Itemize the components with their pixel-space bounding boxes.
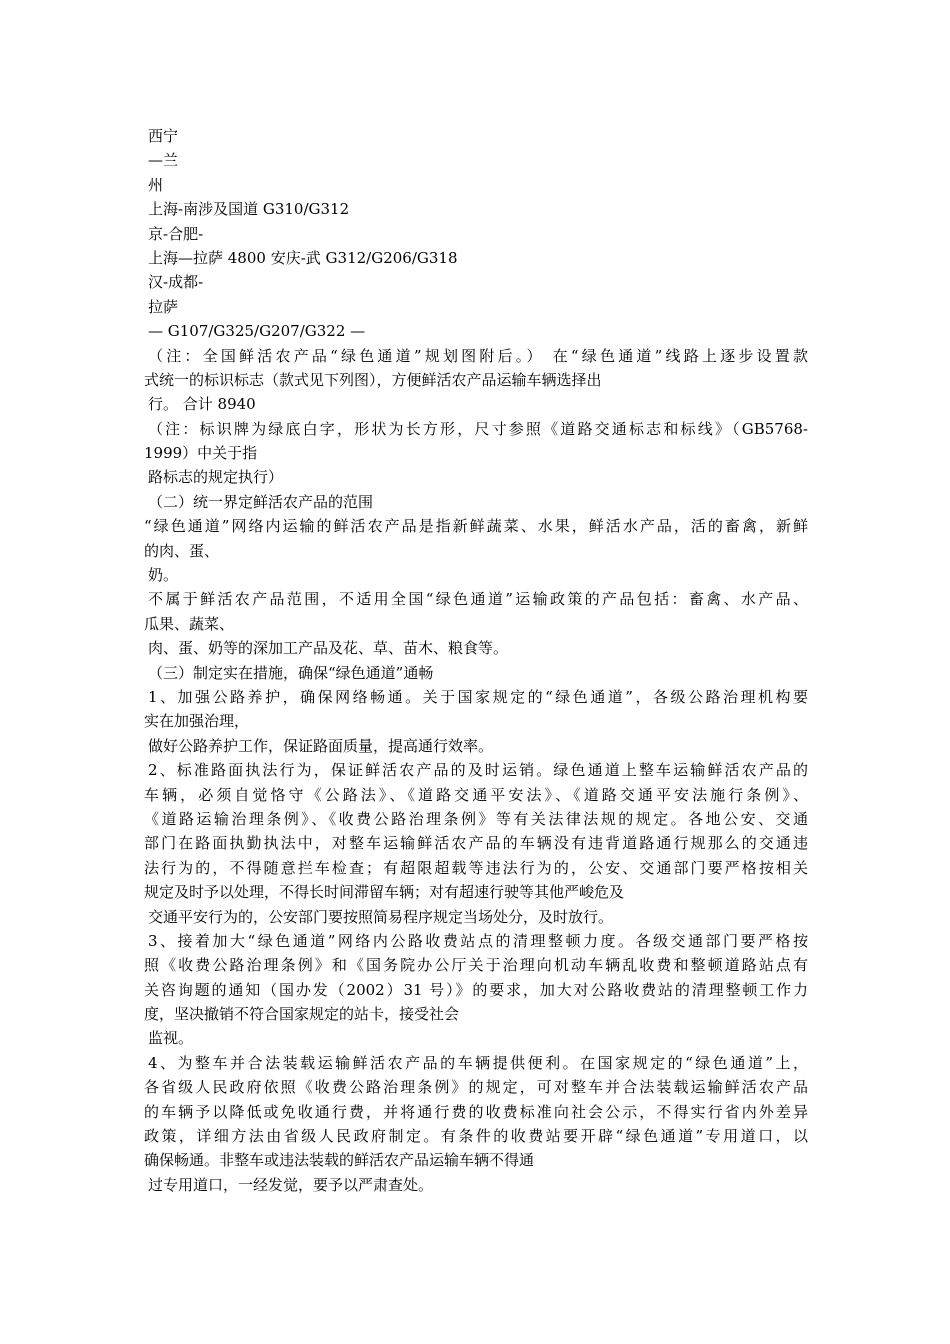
text-line: 各省级人民政府依照《收费公路治理条例》的规定，可对整车并合法装载运输鲜活农产品 [144, 1078, 808, 1097]
text-line: 瓜果、蔬菜、 [144, 614, 235, 633]
text-line: “绿色通道”网络内运输的鲜活农产品是指新鲜蔬菜、水果，鲜活水产品，活的畜禽，新鲜 [144, 517, 808, 536]
text-line: 车辆，必须自觉恪守《公路法》、《道路交通平安法》、《道路交通平安法施行条例》、 [144, 785, 808, 804]
text-line: 2、标准路面执法行为，保证鲜活农产品的及时运销。绿色通道上整车运输鲜活农产品的 [148, 761, 808, 780]
text-line: 交通平安行为的，公安部门要按照简易程序规定当场处分，及时放行。 [148, 907, 614, 926]
text-line: 不属于鲜活农产品范围，不适用全国“绿色通道”运输政策的产品包括：畜禽、水产品、 [148, 590, 808, 609]
text-line: 的车辆予以降低或免收通行费，并将通行费的收费标准向社会公示，不得实行省内外差异 [144, 1102, 808, 1121]
text-line: 1999）中关于指 [144, 444, 258, 463]
text-line: 西宁 [148, 127, 179, 145]
text-line: 1、加强公路养护，确保网络畅通。关于国家规定的“绿色通道”，各级公路治理机构要 [148, 687, 808, 706]
text-line: （注：标识牌为绿底白字，形状为长方形，尺寸参照《道路交通标志和标线》（GB5768- [148, 419, 808, 438]
text-line: 州 [148, 175, 164, 194]
text-line: 行。 合计 8940 [148, 395, 256, 414]
text-line: 关咨询题的通知（国办发（2002）31 号）》的要求，加大对公路收费站的清理整顿工作力 [144, 980, 808, 999]
section-heading: （三）制定实在措施，确保“绿色通道”通畅 [148, 663, 434, 682]
text-line: 上海—拉萨 4800 安庆-武 G312/G206/G318 [148, 248, 458, 267]
text-line: 4、为整车并合法装载运输鲜活农产品的车辆提供便利。在国家规定的“绿色通道”上， [148, 1053, 808, 1072]
text-line: 规定及时予以处理，不得长时间滞留车辆；对有超速行驶等其他严峻危及 [144, 883, 625, 902]
text-line: 奶。 [148, 566, 179, 585]
text-line: 京-合肥- [148, 224, 204, 243]
text-line: 过专用道口，一经发觉，要予以严肃查处。 [148, 1175, 434, 1194]
text-line: 部门在路面执勤执法中，对整车运输鲜活农产品的车辆没有违背道路通行规那么的交通违 [144, 834, 808, 853]
text-line: 做好公路养护工作，保证路面质量，提高通行效率。 [148, 736, 494, 755]
text-line: 度，坚决撤销不符合国家规定的站卡，接受社会 [144, 1005, 460, 1024]
text-line: 政策，详细方法由省级人民政府制定。有条件的收费站要开辟“绿色通道”专用道口，以 [144, 1127, 808, 1146]
text-line: 照《收费公路治理条例》和《国务院办公厅关于治理向机动车辆乱收费和整顿道路站点有 [144, 956, 808, 975]
text-line: 《道路运输治理条例》、《收费公路治理条例》等有关法律法规的规定。各地公安、交通 [144, 809, 808, 828]
text-line: 汉-成都- [148, 273, 204, 292]
text-line: 监视。 [148, 1029, 194, 1048]
text-line: 确保畅通。非整车或违法装载的鲜活农产品运输车辆不得通 [144, 1151, 535, 1170]
text-line: —兰 [148, 151, 179, 170]
text-line: 上海-南涉及国道 G310/G312 [148, 200, 350, 219]
section-heading: （二）统一界定鲜活农产品的范围 [148, 492, 374, 511]
text-line: 法行为的，不得随意拦车检查；有超限超载等违法行为的，公安、交通部门要严格按相关 [144, 858, 808, 877]
text-line: 肉、蛋、奶等的深加工产品及花、草、苗木、粮食等。 [148, 639, 509, 658]
text-line: 路标志的规定执行） [148, 468, 284, 487]
text-line: 拉萨 [148, 297, 179, 316]
text-line: 的肉、蛋、 [144, 541, 220, 560]
text-line: 实在加强治理， [144, 712, 250, 731]
text-line: 式统一的标识标志（款式见下列图），方便鲜活农产品运输车辆选择出 [144, 370, 602, 389]
text-line: — G107/G325/G207/G322 — [148, 322, 366, 341]
document-body [144, 124, 808, 1197]
text-line: 3、接着加大“绿色通道”网络内公路收费站点的清理整顿力度。各级交通部门要严格按 [148, 931, 808, 950]
text-line: （注：全国鲜活农产品“绿色通道”规划图附后。） 在“绿色通道”线路上逐步设置款 [148, 346, 808, 365]
